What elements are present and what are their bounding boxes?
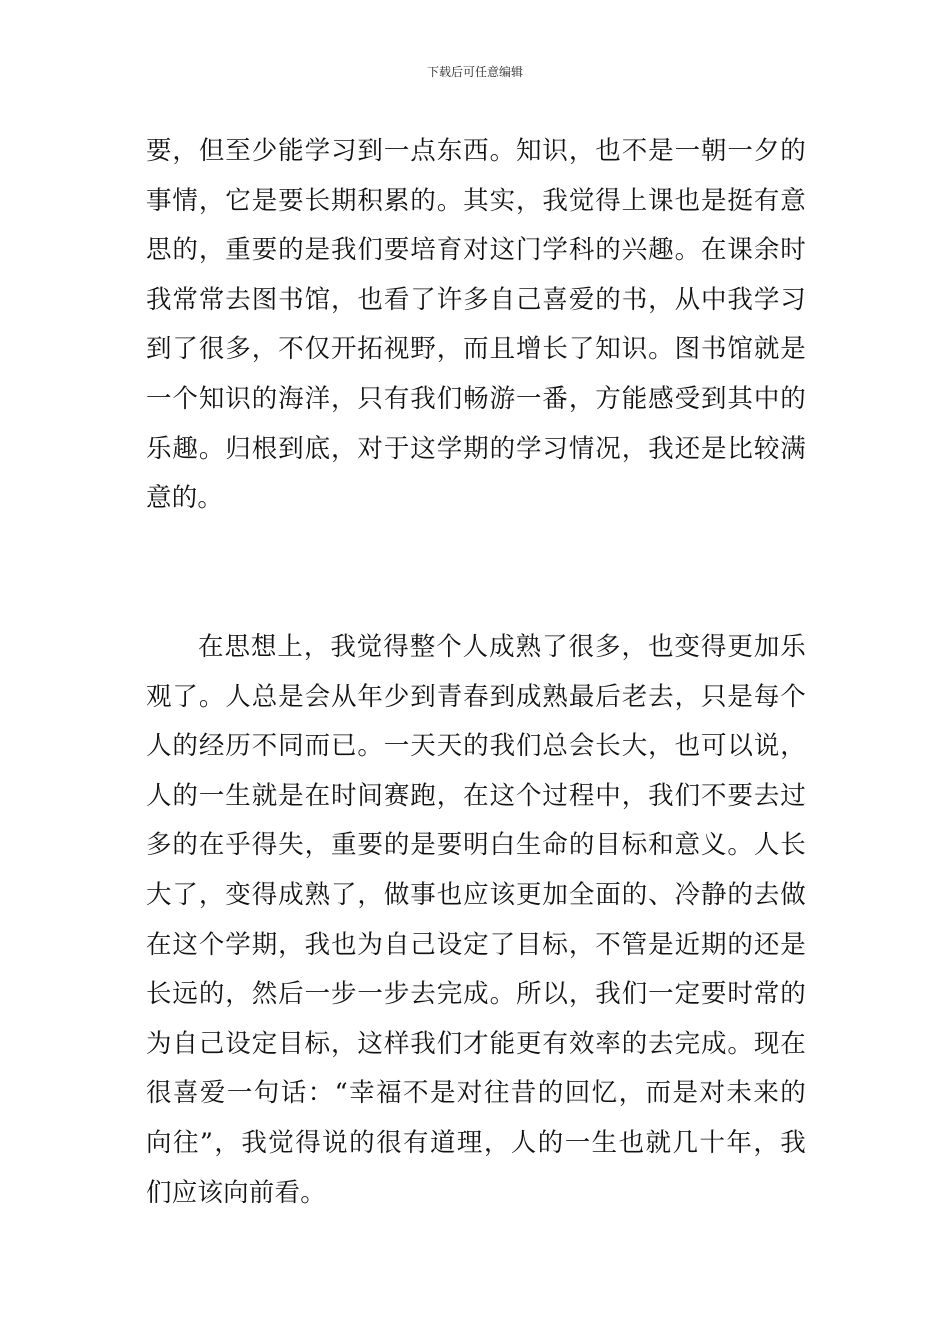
text-line: 意的。 — [146, 483, 224, 514]
text-line: 事情，它是要长期积累的。其实，我觉得上课也是挺有意 — [146, 185, 806, 216]
text-line: 到了很多，不仅开拓视野，而且增长了知识。图书馆就是 — [146, 334, 806, 365]
text-line: 为自己设定目标，这样我们才能更有效率的去完成。现在 — [146, 1028, 806, 1059]
text-line: 人的经历不同而已。一天天的我们总会长大，也可以说， — [146, 731, 806, 762]
text-line: 很喜爱一句话：“幸福不是对往昔的回忆，而是对未来的 — [146, 1078, 806, 1109]
text-line: 观了。人总是会从年少到青春到成熟最后老去，只是每个 — [146, 681, 806, 712]
text-line: 们应该向前看。 — [146, 1177, 326, 1208]
text-line: 在这个学期，我也为自己设定了目标，不管是近期的还是 — [146, 929, 806, 960]
text-line: 乐趣。归根到底，对于这学期的学习情况，我还是比较满 — [146, 433, 806, 464]
text-line: 我常常去图书馆，也看了许多自己喜爱的书，从中我学习 — [146, 284, 806, 315]
text-line: 长远的，然后一步一步去完成。所以，我们一定要时常的 — [146, 979, 806, 1010]
paragraph-study — [146, 127, 806, 524]
text-line: 一个知识的海洋，只有我们畅游一番，方能感受到其中的 — [146, 383, 806, 414]
text-line: 思的，重要的是我们要培育对这门学科的兴趣。在课余时 — [146, 235, 806, 266]
paragraph-thoughts — [146, 623, 806, 1218]
text-line: 人的一生就是在时间赛跑，在这个过程中，我们不要去过 — [146, 780, 806, 811]
text-line: 要，但至少能学习到一点东西。知识，也不是一朝一夕的 — [146, 136, 806, 166]
text-line: 在思想上，我觉得整个人成熟了很多，也变得更加乐 — [198, 632, 806, 662]
text-line: 大了，变得成熟了，做事也应该更加全面的、冷静的去做 — [146, 879, 806, 910]
page-header-note: 下载后可任意编辑 — [426, 65, 523, 79]
text-line: 多的在乎得失，重要的是要明白生命的目标和意义。人长 — [146, 830, 806, 861]
text-line: 向往”，我觉得说的很有道理，人的一生也就几十年，我 — [146, 1127, 806, 1158]
